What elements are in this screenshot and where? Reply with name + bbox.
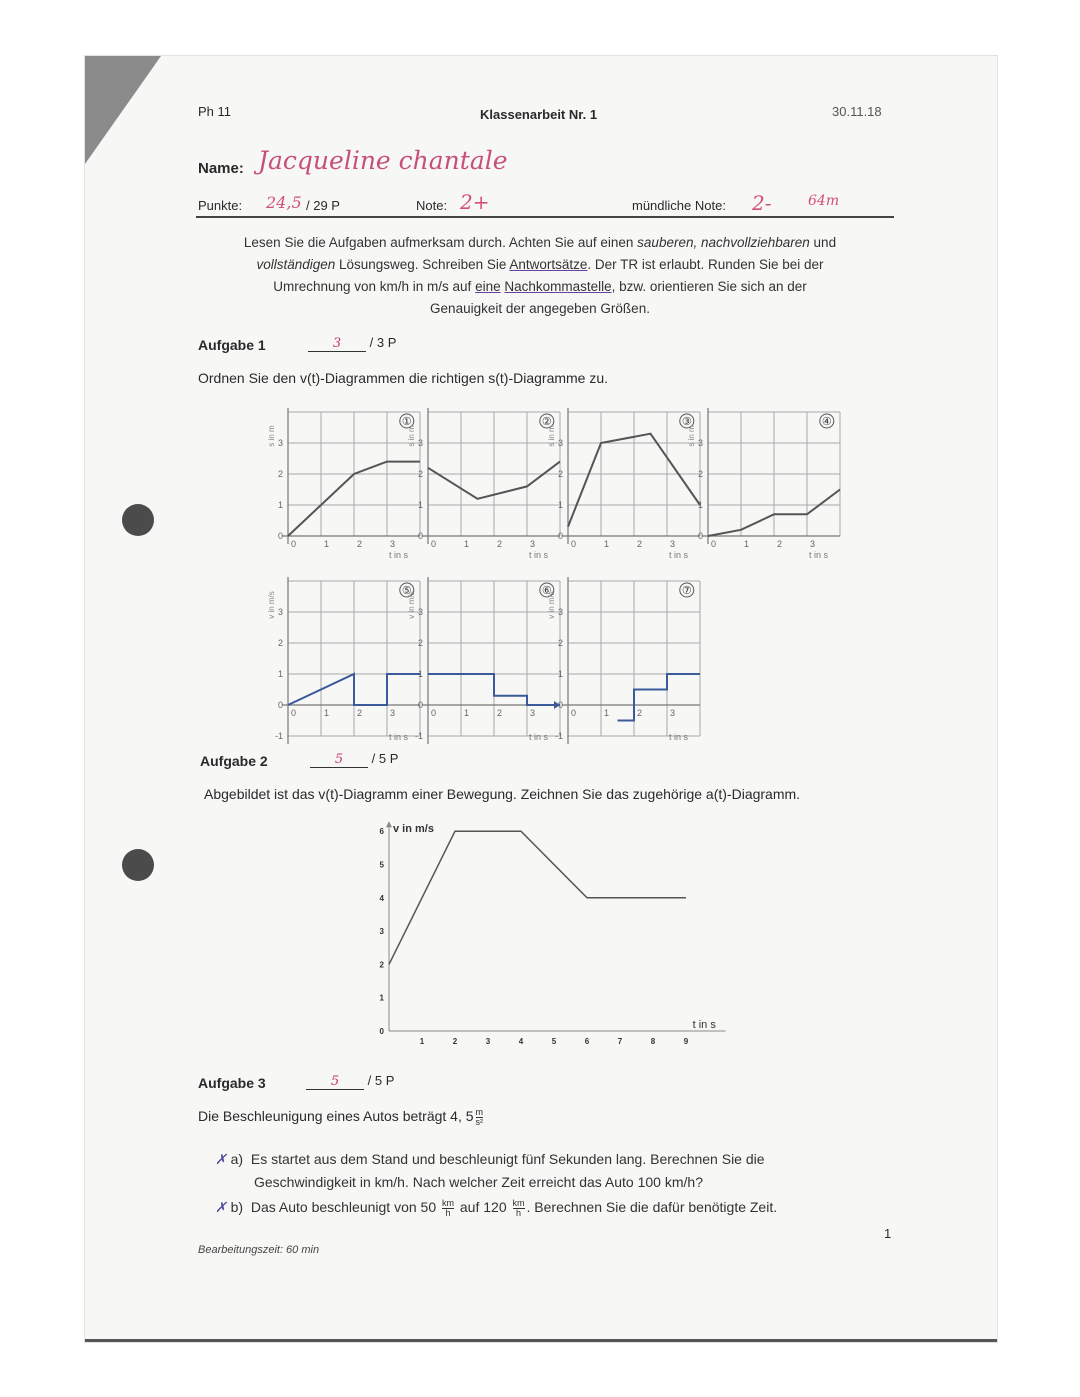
points-label: Punkte: [198, 198, 243, 213]
x-tick-label: 4 [518, 1037, 524, 1046]
x-tick-label: 1 [744, 539, 750, 549]
y-axis-label: v in m/s [267, 591, 276, 619]
x-tick-label: 3 [530, 708, 536, 718]
s-diagram-3 [547, 408, 700, 560]
exam-date: 30.11.18 [832, 104, 882, 119]
y-axis-label: s in m [267, 425, 276, 447]
x-tick-label: 7 [617, 1037, 623, 1046]
task1-text: Ordnen Sie den v(t)-Diagrammen die richtigen s(t)-Diagramme zu. [198, 370, 609, 386]
y-tick-label: 0 [417, 700, 423, 710]
x-tick-label: 6 [584, 1037, 590, 1046]
y-tick-label: 2 [557, 638, 563, 648]
y-tick-label: 2 [417, 638, 423, 648]
x-tick-label: 2 [497, 539, 503, 549]
x-tick-label: 1 [464, 539, 470, 549]
x-axis-label: t in s [669, 550, 689, 560]
task2-score: 5 / 5 P [310, 751, 398, 768]
x-axis-label: t in s [529, 732, 549, 742]
y-tick-label: 0 [417, 531, 423, 541]
y-axis-label: s in m [547, 425, 556, 447]
x-tick-label: 2 [497, 708, 503, 718]
y-tick-label: 5 [379, 860, 384, 870]
x-tick-label: 0 [291, 539, 297, 549]
diagram-number: ② [541, 416, 552, 428]
x-tick-label: 1 [604, 708, 610, 718]
oral-grade-note: 64m [808, 193, 840, 209]
check-mark-icon: ✗ [215, 1200, 227, 1216]
y-tick-label: 0 [557, 531, 563, 541]
name-label: Name: [198, 160, 244, 177]
x-tick-label: 3 [530, 539, 536, 549]
y-tick-label: 3 [417, 607, 423, 617]
task3-item-a: ✗ a) Es startet aus dem Stand und beschleunigt fünf Sekunden lang. Berechnen Sie die Geschwindigkeit in km/h. Nach welcher Zeit erreicht das Auto 100 km/h? [215, 1151, 765, 1190]
x-tick-label: 3 [390, 539, 396, 549]
y-axis-label: s in m [687, 425, 696, 447]
oral-grade-label: mündliche Note: [632, 198, 726, 213]
task2-text: Abgebildet ist das v(t)-Diagramm einer Bewegung. Zeichnen Sie das zugehörige a(t)-Diagramm. [204, 786, 801, 802]
y-axis-label: s in m [407, 425, 416, 447]
y-tick-label: 2 [277, 469, 283, 479]
x-tick-label: 2 [452, 1037, 458, 1046]
task3-label: Aufgabe 3 [198, 1075, 266, 1091]
instructions: Lesen Sie die Aufgaben aufmerksam durch. Achten Sie auf einen sauberen, nachvollziehbaren und vollständigen Lösungsweg. Schreiben Sie Antwortsätze. Der TR ist erlaubt. Runden Sie bei der Umrechnung von km/h in m/s auf eine Nachkommastelle, bzw. orientieren Sie sich an der Genauigkeit der angegeben Größen. [243, 235, 837, 316]
diagram-number: ③ [681, 416, 692, 428]
student-name: Jacqueline chantale [258, 146, 508, 175]
curve-line [288, 674, 420, 705]
y-tick-label: 2 [417, 469, 423, 479]
y-tick-label: -1 [274, 731, 283, 741]
x-tick-label: 0 [291, 708, 297, 718]
x-tick-label: 0 [571, 708, 577, 718]
y-axis-label: v in m/s [393, 823, 434, 836]
y-tick-label: -1 [554, 731, 563, 741]
x-tick-label: 0 [711, 539, 717, 549]
task1-label: Aufgabe 1 [198, 337, 266, 353]
working-time: Bearbeitungszeit: 60 min [198, 1244, 320, 1256]
grade-value: 2+ [460, 190, 490, 214]
x-tick-label: 0 [431, 539, 437, 549]
diagram-number: ⑦ [681, 585, 692, 597]
x-tick-label: 1 [419, 1037, 425, 1046]
points-total: / 29 P [306, 198, 340, 213]
task3-text: Die Beschleunigung eines Autos beträgt 4, 5 $\frac{m}{\text{s²}}$ [198, 1107, 484, 1127]
x-tick-label: 3 [670, 708, 676, 718]
x-tick-label: 9 [683, 1037, 689, 1046]
x-axis-label: t in s [389, 732, 409, 742]
y-tick-label: 1 [557, 500, 563, 510]
task1-score: 3 / 3 P [308, 335, 396, 352]
x-tick-label: 3 [390, 708, 396, 718]
grade-label: Note: [416, 198, 448, 213]
x-tick-label: 8 [650, 1037, 656, 1046]
x-tick-label: 1 [324, 539, 330, 549]
page-number: 1 [884, 1226, 892, 1241]
y-tick-label: 1 [379, 993, 384, 1003]
y-tick-label: 1 [277, 669, 283, 679]
check-mark-icon: ✗ [215, 1152, 227, 1168]
y-tick-label: 3 [697, 438, 703, 448]
s-diagram-2 [407, 408, 560, 560]
curve-line [618, 674, 701, 721]
y-tick-label: 3 [557, 438, 563, 448]
points-value: 24,5 [266, 193, 302, 212]
y-tick-label: 3 [557, 607, 563, 617]
y-tick-label: 3 [379, 927, 384, 937]
y-tick-label: -1 [414, 731, 423, 741]
exam-title: Klassenarbeit Nr. 1 [480, 107, 598, 122]
s-diagram-4 [687, 408, 840, 560]
y-tick-label: 1 [277, 500, 283, 510]
task3-item-b: ✗ b) Das Auto beschleunigt von 50 $\frac{km}{h}$ auf 120 $\frac{km}{h}$ . Berechnen Sie die dafür benötigte Zeit. [215, 1197, 778, 1218]
y-tick-label: 1 [557, 669, 563, 679]
y-tick-label: 0 [277, 531, 283, 541]
x-axis-label: t in s [669, 732, 689, 742]
v-diagram-2 [407, 577, 560, 744]
v-diagram-3 [547, 577, 700, 744]
y-tick-label: 4 [379, 893, 384, 903]
y-tick-label: 2 [379, 960, 384, 970]
y-tick-label: 3 [277, 607, 283, 617]
y-tick-label: 3 [277, 438, 283, 448]
x-axis-label: t in s [809, 550, 829, 560]
y-tick-label: 3 [417, 438, 423, 448]
diagram-number: ① [401, 416, 412, 428]
y-tick-label: 0 [277, 700, 283, 710]
x-axis-label: t in s [529, 550, 549, 560]
task3-score: 5 / 5 P [306, 1073, 394, 1090]
y-tick-label: 0 [557, 700, 563, 710]
diagram-number: ⑥ [541, 585, 552, 597]
x-tick-label: 2 [357, 708, 363, 718]
diagram-number: ④ [821, 416, 832, 428]
y-axis-label: v in m/s [407, 591, 416, 619]
y-tick-label: 2 [697, 469, 703, 479]
x-tick-label: 2 [777, 539, 783, 549]
y-tick-label: 1 [417, 500, 423, 510]
y-tick-label: 1 [417, 669, 423, 679]
x-tick-label: 0 [571, 539, 577, 549]
x-axis-label: t in s [389, 550, 409, 560]
x-tick-label: 3 [670, 539, 676, 549]
x-tick-label: 2 [357, 539, 363, 549]
x-tick-label: 5 [551, 1037, 557, 1046]
x-tick-label: 2 [637, 539, 643, 549]
x-tick-label: 3 [485, 1037, 491, 1046]
diagram-number: ⑤ [401, 585, 412, 597]
x-tick-label: 2 [637, 708, 643, 718]
x-tick-label: 1 [324, 708, 330, 718]
v-diagram-1 [267, 577, 420, 744]
course-label: Ph 11 [198, 104, 232, 119]
task2-label: Aufgabe 2 [200, 753, 268, 769]
y-tick-label: 6 [379, 827, 384, 837]
x-axis-label: t in s [692, 1019, 716, 1031]
x-tick-label: 0 [431, 708, 437, 718]
y-tick-label: 0 [697, 531, 703, 541]
y-tick-label: 1 [697, 500, 703, 510]
y-axis-label: v in m/s [547, 591, 556, 619]
y-tick-label: 0 [379, 1027, 384, 1036]
y-tick-label: 2 [277, 638, 283, 648]
s-diagram-1 [267, 408, 420, 560]
y-tick-label: 2 [557, 469, 563, 479]
x-tick-label: 3 [810, 539, 816, 549]
oral-grade-value: 2- [752, 191, 772, 215]
x-tick-label: 1 [604, 539, 610, 549]
x-tick-label: 1 [464, 708, 470, 718]
